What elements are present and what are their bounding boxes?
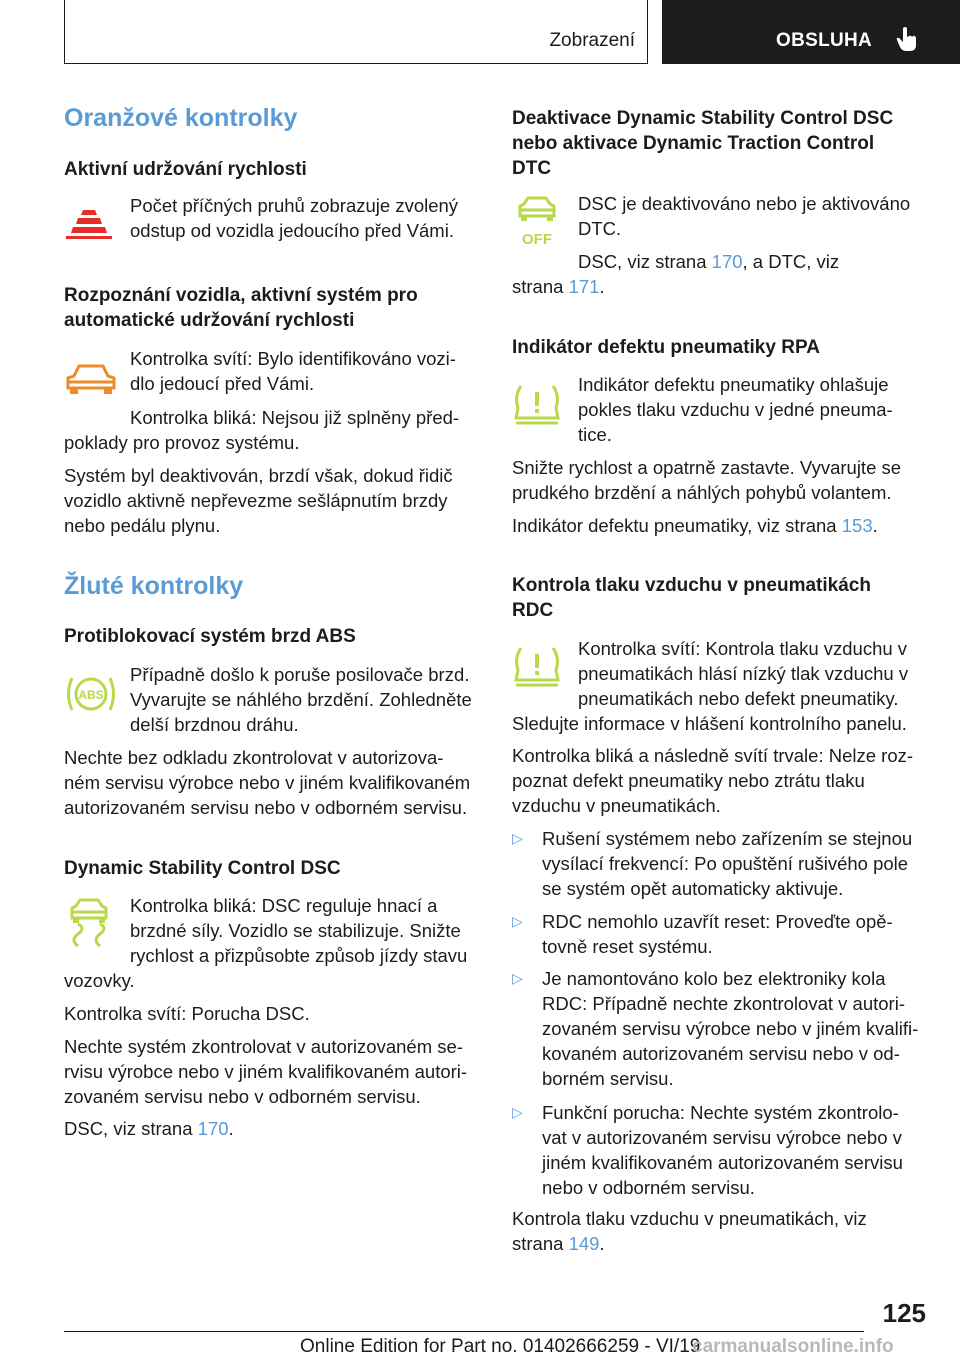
dtc-text-a2: DTC.: [578, 218, 622, 239]
section-title: Zobrazení: [549, 30, 635, 51]
hand-pointer-icon: [896, 26, 918, 52]
rdc-heading-2: RDC: [512, 600, 554, 621]
bullet-marker: ▷: [512, 913, 523, 929]
detection-heading-1: Rozpoznání vozidla, aktivní systém pro: [64, 285, 418, 306]
dtc-heading-3: DTC: [512, 158, 552, 179]
rpa-text-b2: prudkého brzdění a náhlých pohybů volantem.: [512, 482, 892, 503]
bullet-marker: ▷: [512, 1104, 523, 1120]
orange-section-title: Oranžové kontrolky: [64, 104, 298, 132]
header-frame: [64, 0, 648, 64]
dtc-page-link-170[interactable]: 170: [711, 251, 743, 272]
rpa-reference: Indikátor defektu pneumatiky, viz strana 153.: [512, 515, 878, 536]
detection-text-b1: Kontrolka bliká: Nejsou již splněny před‐: [130, 407, 460, 428]
rpa-text-a2: pokles tlaku vzduchu v jedné pneuma‐: [578, 399, 893, 420]
dsc-off-icon-label: OFF: [522, 231, 552, 248]
dsc-text-c2: rvisu výrobce nebo v jiném kvalifikovaném autori‐: [64, 1061, 468, 1082]
rdc-reference-2: strana 149.: [512, 1233, 605, 1254]
rdc-text-b3: vzduchu v pneumatikách.: [512, 795, 721, 816]
rdc-list-item-1: ▷ Rušení systémem nebo zařízením se stejnou vysílací frekvencí: Po opuštění rušivého pole se systém opět automaticky aktivuje.: [512, 828, 913, 899]
rpa-text-b1: Snižte rychlost a opatrně zastavte. Vyvarujte se: [512, 457, 902, 478]
detection-text-a1: Kontrolka svítí: Bylo identifikováno vozi‐: [130, 348, 456, 369]
rpa-page-link[interactable]: 153: [841, 515, 873, 536]
abs-text-b1: Nechte bez odkladu zkontrolovat v autorizova‐: [64, 747, 444, 768]
rdc-list-item-4: ▷ Funkční porucha: Nechte systém zkontrolo‐ vat v autorizovaném servisu výrobce nebo v jiném kvalifikovaném autorizovaném servisu nebo v odborném servisu.: [512, 1102, 903, 1198]
rdc-text-b2: poznat defekt pneumatiky nebo ztrátu tlaku: [512, 770, 865, 791]
dsc-reference: DSC, viz strana 170.: [64, 1118, 234, 1139]
detection-text-c3: nebo pedálu plynu.: [64, 515, 221, 536]
detection-text-b2: poklady pro provoz systému.: [64, 432, 300, 453]
page-number: 125: [882, 1298, 926, 1328]
abs-heading: Protiblokovací systém brzd ABS: [64, 626, 356, 647]
bullet-marker: ▷: [512, 830, 523, 846]
bullet-marker: ▷: [512, 970, 523, 986]
rdc-text-a4: Sledujte informace v hlášení kontrolního panelu.: [512, 713, 907, 734]
abs-icon-label: ABS: [78, 688, 104, 702]
detection-heading-2: automatické udržování rychlosti: [64, 310, 355, 331]
dsc-text-c3: zovaném servisu nebo v odborném servisu.: [64, 1086, 421, 1107]
rdc-heading-1: Kontrola tlaku vzduchu v pneumatikách: [512, 575, 871, 596]
footer-divider: [64, 1331, 864, 1332]
dsc-heading: Dynamic Stability Control DSC: [64, 858, 341, 879]
abs-text-a2: Vyvarujte se náhlého brzdění. Zohledněte: [130, 689, 472, 710]
dsc-text-b1: Kontrolka svítí: Porucha DSC.: [64, 1003, 310, 1024]
chapter-tab-label: OBSLUHA: [776, 30, 873, 51]
dtc-page-link-171[interactable]: 171: [568, 276, 600, 297]
dsc-text-a4: vozovky.: [64, 970, 135, 991]
dsc-text-a1: Kontrolka bliká: DSC reguluje hnací a: [130, 895, 438, 916]
dsc-text-a3: rychlost a přizpůsobte způsob jízdy stavu: [130, 945, 468, 966]
rpa-heading: Indikátor defektu pneumatiky RPA: [512, 337, 820, 358]
acc-heading: Aktivní udržování rychlosti: [64, 159, 307, 180]
rdc-reference-1: Kontrola tlaku vzduchu v pneumatikách, viz: [512, 1208, 867, 1229]
dsc-text-c1: Nechte systém zkontrolovat v autorizovaném se‐: [64, 1036, 463, 1057]
acc-line-1: Počet příčných pruhů zobrazuje zvolený: [130, 195, 459, 216]
rpa-text-a3: tice.: [578, 424, 612, 445]
dtc-reference-1: DSC, viz strana 170, a DTC, viz: [578, 251, 840, 272]
abs-text-b3: autorizovaném servisu nebo v odborném servisu.: [64, 797, 468, 818]
detection-text-c2: vozidlo aktivně nepřevezme sešlápnutím brzdy: [64, 490, 448, 511]
edition-note: Online Edition for Part no. 01402666259 - VI/19: [300, 1336, 701, 1357]
dsc-page-link[interactable]: 170: [197, 1118, 229, 1139]
abs-text-a3: delší brzdnou dráhu.: [130, 714, 299, 735]
rdc-page-link[interactable]: 149: [568, 1233, 600, 1254]
dtc-heading-2: nebo aktivace Dynamic Traction Control: [512, 133, 875, 154]
dtc-reference-2: strana 171.: [512, 276, 605, 297]
dtc-heading-1: Deaktivace Dynamic Stability Control DSC: [512, 108, 894, 129]
abs-text-a1: Případně došlo k poruše posilovače brzd.: [130, 664, 470, 685]
rpa-text-a1: Indikátor defektu pneumatiky ohlašuje: [578, 374, 889, 395]
acc-line-2: odstup od vozidla jedoucího před Vámi.: [130, 220, 454, 241]
rdc-text-a1: Kontrolka svítí: Kontrola tlaku vzduchu v: [578, 638, 908, 659]
detection-text-c1: Systém byl deaktivován, brzdí však, dokud řidič: [64, 465, 453, 486]
dsc-text-a2: brzdné síly. Vozidlo se stabilizuje. Snižte: [130, 920, 461, 941]
chapter-tab[interactable]: [662, 0, 960, 64]
rdc-list-item-3: ▷ Je namontováno kolo bez elektroniky kola RDC: Případně nechte zkontrolovat v autori‐ zovaném servisu výrobce nebo v jiném kvalifi‐ kovaném autorizovaném servisu nebo v od‐ borném servisu.: [512, 968, 919, 1089]
rdc-list-item-2: ▷ RDC nemohlo uzavřít reset: Proveďte opě‐ tovně reset systému.: [512, 911, 893, 957]
watermark: carmanualsonline.info: [692, 1336, 894, 1357]
detection-text-a2: dlo jedoucí před Vámi.: [130, 373, 315, 394]
yellow-section-title: Žluté kontrolky: [64, 572, 244, 600]
rdc-text-a3: pneumatikách nebo defekt pneumatiky.: [578, 688, 899, 709]
abs-text-b2: ném servisu výrobce nebo v jiném kvalifikovaném: [64, 772, 471, 793]
rdc-text-a2: pneumatikách hlásí nízký tlak vzduchu v: [578, 663, 909, 684]
rdc-text-b1: Kontrolka bliká a následně svítí trvale: Nelze roz‐: [512, 745, 914, 766]
dtc-text-a1: DSC je deaktivováno nebo je aktivováno: [578, 193, 911, 214]
